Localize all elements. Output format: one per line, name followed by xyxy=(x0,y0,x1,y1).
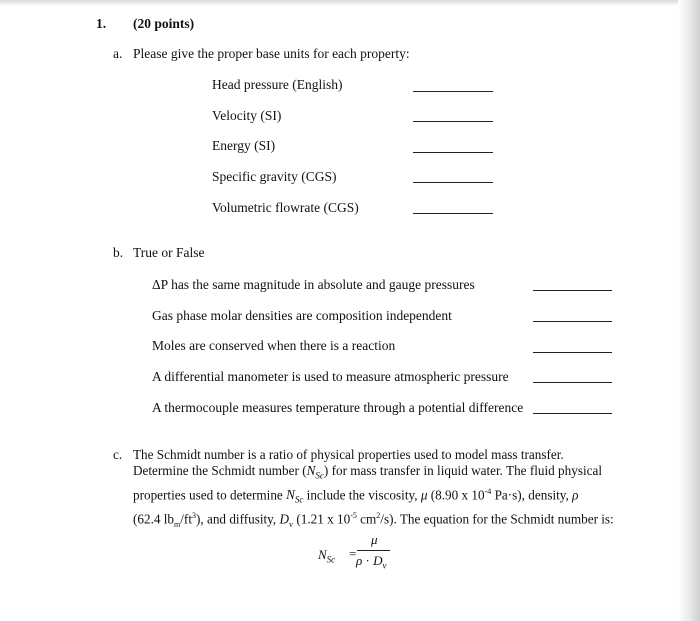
tf-statement: ΔP has the same magnitude in absolute and gauge pressures xyxy=(152,277,475,292)
paragraph-text: include the viscosity, xyxy=(303,487,421,503)
answer-blank[interactable] xyxy=(533,352,612,353)
question-number: 1. xyxy=(96,16,107,31)
nsc-symbol: N xyxy=(306,462,316,478)
tf-statement: A differential manometer is used to measure atmospheric pressure xyxy=(152,369,509,384)
dv-unit: cm xyxy=(356,511,377,527)
question-points: (20 points) xyxy=(133,16,195,31)
part-a-item: Head pressure (English) xyxy=(212,77,343,92)
nsc-subscript: Sc xyxy=(315,470,324,481)
page-top-shadow xyxy=(0,0,700,6)
formula-lhs-symbol: N xyxy=(318,547,327,562)
tf-statement: A thermocouple measures temperature through a potential difference xyxy=(152,400,524,415)
part-a-letter: a. xyxy=(113,46,123,61)
answer-blank[interactable] xyxy=(533,321,612,322)
mu-symbol: μ xyxy=(420,487,428,503)
part-a-item: Specific gravity (CGS) xyxy=(212,169,337,184)
rho-symbol: ρ xyxy=(572,487,579,503)
dv-value: (1.21 x 10 xyxy=(293,511,351,527)
formula-dot: · xyxy=(362,553,374,568)
rho-subscript: m xyxy=(174,520,181,530)
formula-d: D xyxy=(373,553,383,568)
dv-subscript: v xyxy=(289,520,294,530)
tf-statement: Moles are conserved when there is a reaction xyxy=(152,338,396,353)
formula-rho: ρ xyxy=(356,553,363,568)
part-b-letter: b. xyxy=(113,245,124,260)
formula-equals: = xyxy=(349,546,357,561)
answer-blank[interactable] xyxy=(413,121,493,122)
answer-blank[interactable] xyxy=(413,213,493,214)
dv-unit-exponent: 2 xyxy=(376,511,381,521)
formula-d-subscript: v xyxy=(382,560,387,571)
part-a-prompt: Please give the proper base units for each property: xyxy=(133,46,410,61)
rho-unit: /ft xyxy=(180,511,192,527)
answer-blank[interactable] xyxy=(413,182,493,183)
part-a-item: Volumetric flowrate (CGS) xyxy=(212,200,359,215)
rho-value: (62.4 lb xyxy=(133,511,175,527)
part-c-letter: c. xyxy=(113,447,123,462)
part-b-prompt: True or False xyxy=(133,245,205,260)
paragraph-text: ), and diffusity, xyxy=(196,511,280,527)
dv-exponent: -5 xyxy=(350,511,357,521)
fraction-bar xyxy=(357,550,390,551)
mu-exponent: -4 xyxy=(484,486,492,496)
page-right-shadow xyxy=(678,0,700,621)
formula-numerator: μ xyxy=(371,532,378,547)
dv-symbol: D xyxy=(279,511,290,527)
answer-blank[interactable] xyxy=(413,152,493,153)
mu-unit: Pa·s), density, xyxy=(491,487,573,503)
formula-lhs-subscript: Sc xyxy=(326,554,336,565)
schmidt-formula xyxy=(318,532,438,575)
formula-denominator xyxy=(356,553,386,571)
formula-lhs xyxy=(318,547,335,565)
part-a-item: Velocity (SI) xyxy=(212,108,282,123)
nsc-symbol: N xyxy=(286,487,295,503)
tf-statement: Gas phase molar densities are composition independent xyxy=(152,308,452,323)
paragraph-text: ) for mass transfer in liquid water. The fluid physical properties used to determine xyxy=(133,462,602,503)
answer-blank[interactable] xyxy=(533,382,612,383)
nsc-subscript: Sc xyxy=(294,494,304,505)
mu-value: (8.90 x 10 xyxy=(427,487,485,503)
part-a-item: Energy (SI) xyxy=(212,138,276,153)
answer-blank[interactable] xyxy=(413,91,493,92)
answer-blank[interactable] xyxy=(533,413,612,414)
answer-blank[interactable] xyxy=(533,290,612,291)
paragraph-text: The Schmidt number is a ratio of physical properties used to model mass transfer. Determine the Schmidt number ( xyxy=(133,447,564,478)
paragraph-text: /s). The equation for the Schmidt number is: xyxy=(380,511,614,527)
rho-exponent: 3 xyxy=(192,511,196,521)
part-c-paragraph xyxy=(133,447,615,533)
